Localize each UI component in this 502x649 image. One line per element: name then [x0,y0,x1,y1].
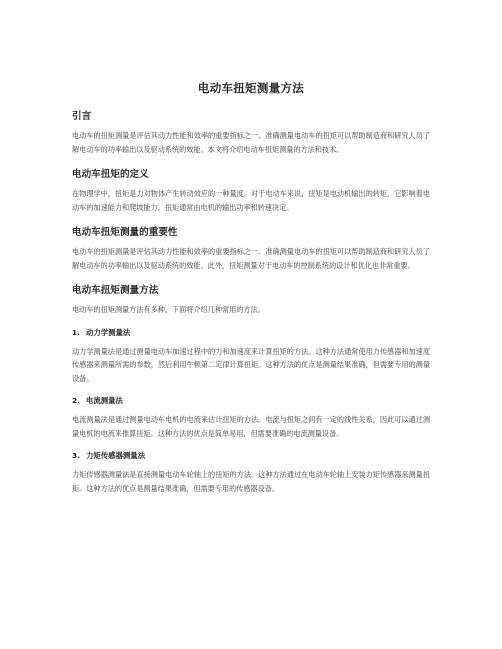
section-text-methods: 电动车的扭矩测量方法有多种，下面将介绍几种常用的方法。 [72,305,265,314]
method-heading-3 [72,450,430,461]
section-text-intro: 电动车的扭矩测量是评估其动力性能和效率的重要指标之一。准确测量电动车的扭矩可以帮助制造商和研究人员了解电动车的功率输出以及驱动系统的效能。本文将介绍电动车扭矩测量的方法和技术。 [72,131,430,154]
method-title: 电流测量法 [85,396,123,405]
page-title: 电动车扭矩测量方法 [197,81,305,95]
method-title: 力矩传感器测量法 [85,451,146,460]
section-text-definition: 在物理学中，扭矩是力对物体产生转动效应的一种量度。对于电动车来说，扭矩是电动机输出的转矩，它影响着电动车的加速能力和爬坡能力。扭矩通常由电机的输出功率和转速决定。 [72,189,430,212]
method-number: 1. [72,327,80,337]
method-heading-1 [72,327,430,338]
section-heading-importance: 电动车扭矩测量的重要性 [72,227,178,238]
section-heading-intro: 引言 [72,111,92,122]
method-text-3: 力矩传感器测量法是直接测量电动车轮轴上的扭矩的方法。这种方法通过在电动车轮轴上安装力矩传感器来测量扭矩。这种方法的优点是测量结果准确，但需要专用的传感器设备。 [72,470,430,493]
section-heading-definition: 电动车扭矩的定义 [72,169,149,180]
method-heading-2 [72,395,430,406]
method-number: 3. [72,451,80,460]
method-title: 动力学测量法 [85,327,131,337]
method-text-2: 电流测量法是通过测量电动车电机的电流来估计扭矩的方法。电流与扭矩之间有一定的线性关系，因此可以通过测量电机的电流来推算扭矩。这种方法的优点是简单易用，但需要准确的电流测量设备。 [72,415,430,438]
method-number: 2. [72,396,80,405]
section-text-importance: 电动车的扭矩测量是评估其动力性能和效率的重要指标之一。准确测量电动车的扭矩可以帮助制造商和研究人员了解电动车的功率输出以及驱动系统的效能。此外，扭矩测量对于电动车的控制系统的设计和优化也非常重要。 [72,247,430,270]
section-heading-methods: 电动车扭矩测量方法 [72,285,159,296]
method-text-1: 动力学测量法是通过测量电动车加速过程中的力和加速度来计算扭矩的方法。这种方法通常使用力传感器和加速度传感器来测量所需的参数，然后利用牛顿第二定律计算扭矩。这种方法的优点是测量结果准确，但需要专用的测量设备。 [72,346,430,383]
